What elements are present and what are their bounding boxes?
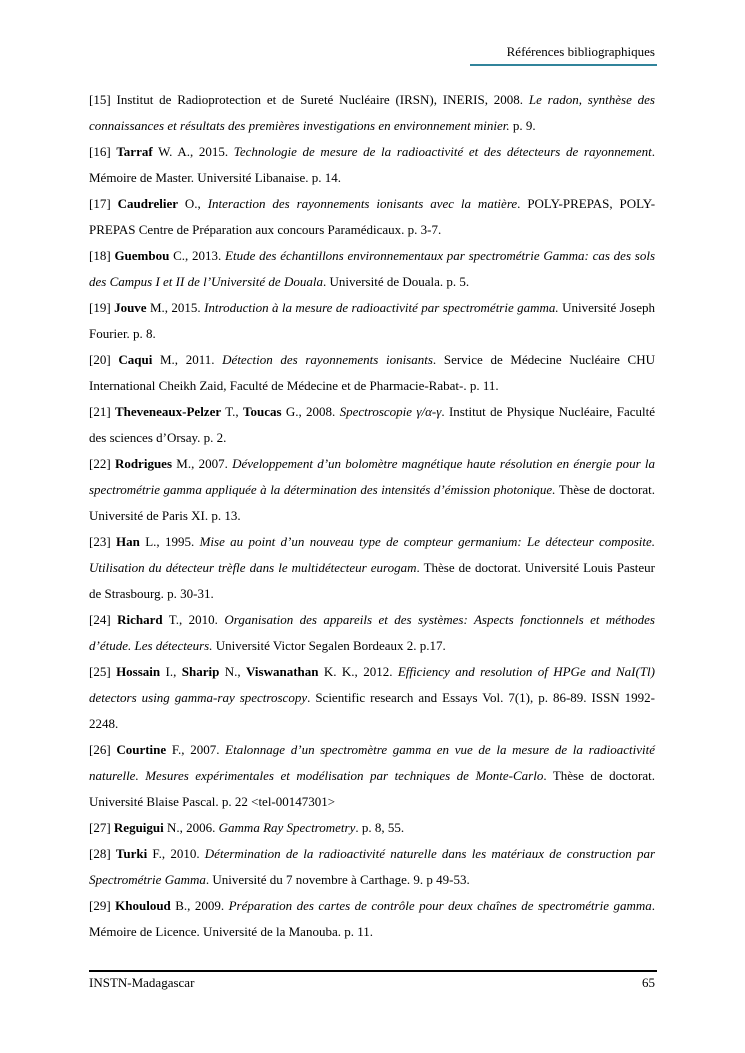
- reference-details: Université Victor Segalen Bordeaux 2. p.17.: [212, 638, 446, 653]
- reference-author: Tarraf: [116, 144, 153, 159]
- reference-initials-year: K. K., 2012.: [318, 664, 398, 679]
- reference-initials-year: M., 2007.: [172, 456, 233, 471]
- reference-number: [20]: [89, 352, 111, 367]
- reference-details: . Thèse de doctorat. Université Louis Pasteur de Strasbourg. p. 30-31.: [89, 560, 655, 601]
- reference-author: Turki: [115, 846, 148, 861]
- reference-list: [89, 87, 655, 945]
- reference-initials-year: M., 2011.: [152, 352, 223, 367]
- reference-initials-year: C., 2013.: [169, 248, 226, 263]
- reference-details: Thèse de doctorat. Université de Paris XI. p. 13.: [89, 482, 656, 523]
- reference-initials-year: T.,: [221, 404, 243, 419]
- reference-initials-year: F., 2010.: [147, 846, 205, 861]
- reference-title: Le radon, synthèse des connaissances et résultats des premières investigations en environnement minier.: [89, 92, 655, 133]
- reference-details: . Université du 7 novembre à Carthage. 9. p 49-53.: [205, 872, 470, 887]
- reference-author: Caqui: [118, 352, 153, 367]
- reference-details: p. 9.: [509, 118, 536, 133]
- reference-details: . Service de Médecine Nucléaire CHU International Cheikh Zaid, Faculté de Médecine et de Pharmacie-Rabat-. p. 11.: [89, 352, 655, 393]
- reference-number: [15]: [89, 92, 111, 107]
- reference-number: [23]: [89, 534, 111, 549]
- header-rule: [470, 64, 657, 66]
- reference-number: [21]: [89, 404, 111, 419]
- reference-author: Khouloud: [115, 898, 171, 913]
- reference-title: Détermination de la radioactivité naturelle dans les matériaux de construction par Spectrométrie Gamma: [89, 846, 656, 887]
- reference-initials-year: Institut de Radioprotection et de Sureté Nucléaire (IRSN), INERIS, 2008.: [116, 92, 529, 107]
- reference-author: Reguigui: [113, 820, 164, 835]
- reference-number: [28]: [89, 846, 111, 861]
- reference-entry: [89, 893, 655, 945]
- reference-author: Viswanathan: [246, 664, 319, 679]
- reference-number: [26]: [89, 742, 111, 757]
- reference-author: Richard: [117, 612, 163, 627]
- reference-number: [16]: [89, 144, 111, 159]
- reference-number: [22]: [89, 456, 111, 471]
- reference-title: Introduction à la mesure de radioactivité par spectrométrie gamma.: [204, 300, 559, 315]
- reference-entry: [89, 607, 655, 659]
- reference-entry: [89, 529, 655, 607]
- reference-number: [19]: [89, 300, 111, 315]
- reference-entry: [89, 659, 655, 737]
- reference-author: Caudrelier: [117, 196, 178, 211]
- reference-author: Han: [116, 534, 140, 549]
- reference-author: Theveneaux-Pelzer: [114, 404, 222, 419]
- reference-author: Sharip: [181, 664, 220, 679]
- reference-entry: [89, 737, 655, 815]
- reference-title: Préparation des cartes de contrôle pour deux chaînes de spectrométrie gamma: [228, 898, 652, 913]
- reference-initials-year: N., 2006.: [163, 820, 219, 835]
- reference-entry: [89, 815, 655, 841]
- reference-details: . Institut de Physique Nucléaire, Faculté des sciences d’Orsay. p. 2.: [89, 404, 656, 445]
- reference-title: Mise au point d’un nouveau type de compteur germanium: Le détecteur composite. Utilisation du détecteur trèfle dans le multidétecteur eurogam: [89, 534, 655, 575]
- reference-details: . p. 8, 55.: [355, 820, 405, 835]
- reference-title: Gamma Ray Spectrometry: [218, 820, 356, 835]
- reference-entry: [89, 191, 655, 243]
- reference-author: Jouve: [114, 300, 147, 315]
- reference-details: . POLY-PREPAS, POLY-PREPAS Centre de Préparation aux concours Paramédicaux. p. 3-7.: [89, 196, 656, 237]
- reference-title: Efficiency and resolution of HPGe and NaI(Tl) detectors using gamma-ray spectroscopy: [89, 664, 655, 705]
- reference-initials-year: M., 2015.: [146, 300, 205, 315]
- reference-number: [27]: [89, 820, 111, 835]
- reference-entry: [89, 87, 655, 139]
- reference-initials-year: O.,: [178, 196, 208, 211]
- reference-title: Technologie de mesure de la radioactivité et des détecteurs de rayonnement: [233, 144, 652, 159]
- reference-details: . Thèse de doctorat. Université Blaise Pascal. p. 22 <tel-00147301>: [89, 768, 656, 809]
- reference-entry: [89, 295, 655, 347]
- reference-initials-year: W. A., 2015.: [152, 144, 234, 159]
- page-number: 65: [642, 975, 655, 990]
- reference-entry: [89, 243, 655, 295]
- reference-entry: [89, 139, 655, 191]
- reference-entry: [89, 841, 655, 893]
- reference-details: Université Joseph Fourier. p. 8.: [89, 300, 655, 341]
- page-header-title: Références bibliographiques: [506, 44, 655, 59]
- reference-entry: [89, 347, 655, 399]
- reference-initials-year: N.,: [219, 664, 247, 679]
- reference-details: . Mémoire de Master. Université Libanaise. p. 14.: [89, 144, 656, 185]
- reference-author: Guembou: [114, 248, 170, 263]
- reference-number: [29]: [89, 898, 111, 913]
- reference-number: [17]: [89, 196, 111, 211]
- reference-entry: [89, 399, 655, 451]
- reference-title: Détection des rayonnements ionisants: [222, 352, 433, 367]
- reference-author: Toucas: [243, 404, 282, 419]
- reference-number: [24]: [89, 612, 111, 627]
- reference-title: Organisation des appareils et des systèmes: Aspects fonctionnels et méthodes d’étude. Les détecteurs.: [89, 612, 655, 653]
- reference-details: . Scientific research and Essays Vol. 7(1), p. 86-89. ISSN 1992-2248.: [89, 690, 655, 731]
- reference-entry: [89, 451, 655, 529]
- reference-title: Etalonnage d’un spectromètre gamma en vue de la mesure de la radioactivité naturelle. Mesures expérimentales et modélisation par techniques de Monte-Carlo: [89, 742, 655, 783]
- reference-title: Etude des échantillons environnementaux par spectrométrie Gamma: cas des sols des Campus I et II de l’Université de Douala: [89, 248, 656, 289]
- footer-rule: [89, 970, 657, 972]
- reference-initials-year: L., 1995.: [139, 534, 200, 549]
- reference-author: Rodrigues: [114, 456, 172, 471]
- footer-institution: INSTN-Madagascar: [89, 975, 195, 990]
- reference-initials-year: G., 2008.: [281, 404, 340, 419]
- reference-title: Interaction des rayonnements ionisants avec la matière: [207, 196, 518, 211]
- reference-number: [18]: [89, 248, 111, 263]
- reference-author: Courtine: [116, 742, 167, 757]
- reference-details: . Mémoire de Licence. Université de la Manouba. p. 11.: [89, 898, 656, 939]
- reference-number: [25]: [89, 664, 111, 679]
- reference-title: Spectroscopie γ/α-γ: [339, 404, 442, 419]
- reference-details: . Université de Douala. p. 5.: [322, 274, 470, 289]
- reference-author: Hossain: [116, 664, 161, 679]
- reference-initials-year: F., 2007.: [166, 742, 226, 757]
- reference-initials-year: T., 2010.: [162, 612, 225, 627]
- reference-initials-year: B., 2009.: [170, 898, 229, 913]
- reference-title: Développement d’un bolomètre magnétique haute résolution en énergie pour la spectrométrie gamma appliquée à la détermination des intensités d’émission photonique.: [89, 456, 656, 497]
- reference-initials-year: I.,: [160, 664, 182, 679]
